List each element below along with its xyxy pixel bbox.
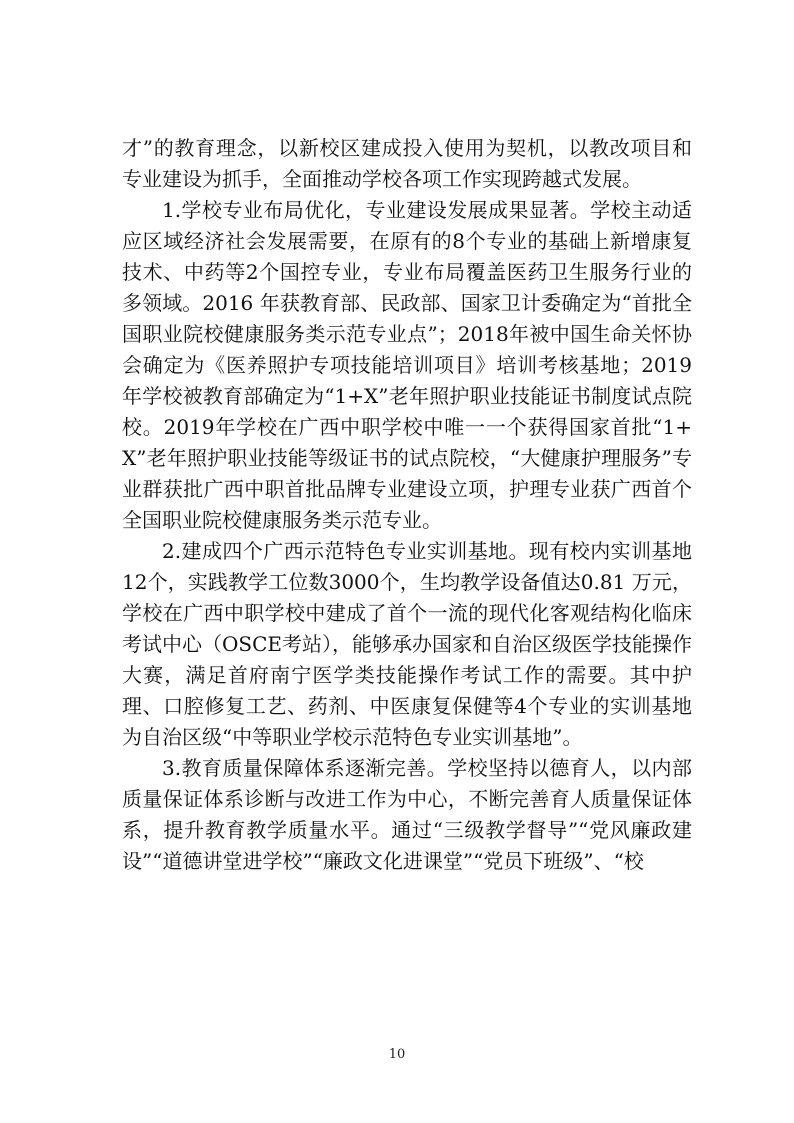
- paragraph-specialty-layout: 1.学校专业布局优化，专业建设发展成果显著。学校主动适应区域经济社会发展需要，在原有的8个专业的基础上新增康复技术、中药等2个国控专业，专业布局覆盖医药卫生服务行业的多领域。2016 年获教育部、民政部、国家卫计委确定为“首批全国职业院校健康服务类示范专业点”；2018年被中国生命关怀协会确定为《医养照护专项技能培训项目》培训考核基地；2019年学校被教育部确定为“1+X”老年照护职业技能证书制度试点院校。2019年学校在广西中职学校中唯一一个获得国家首批“1+X”老年照护职业技能等级证书的试点院校，“大健康护理服务”专业群获批广西中职首批品牌专业建设立项，护理专业获广西首个全国职业院校健康服务类示范专业。: [122, 198, 692, 532]
- page-number: 10: [388, 1047, 406, 1062]
- paragraph-continuation: 才”的教育理念，以新校区建成投入使用为契机，以教改项目和专业建设为抓手，全面推动学校各项工作实现跨越式发展。: [122, 136, 692, 191]
- body-text: [122, 133, 692, 877]
- paragraph-training-bases: 2.建成四个广西示范特色专业实训基地。现有校内实训基地12个，实践教学工位数3000个，生均教学设备值达0.81 万元，学校在广西中职学校中建成了首个一流的现代化客观结构化临床考试中心（OSCE考站），能够承办国家和自治区级医学技能操作大赛，满足首府南宁医学类技能操作考试工作的需要。其中护理、口腔修复工艺、药剂、中医康复保健等4个专业的实训基地为自治区级“中等职业学校示范特色专业实训基地”。: [122, 539, 692, 749]
- paragraph-quality-assurance: 3.教育质量保障体系逐渐完善。学校坚持以德育人，以内部质量保证体系诊断与改进工作为中心，不断完善育人质量保证体系，提升教育教学质量水平。通过“三级教学督导”“党风廉政建设”“道德讲堂进学校”“廉政文化进课堂”“党员下班级”、“校: [122, 756, 692, 873]
